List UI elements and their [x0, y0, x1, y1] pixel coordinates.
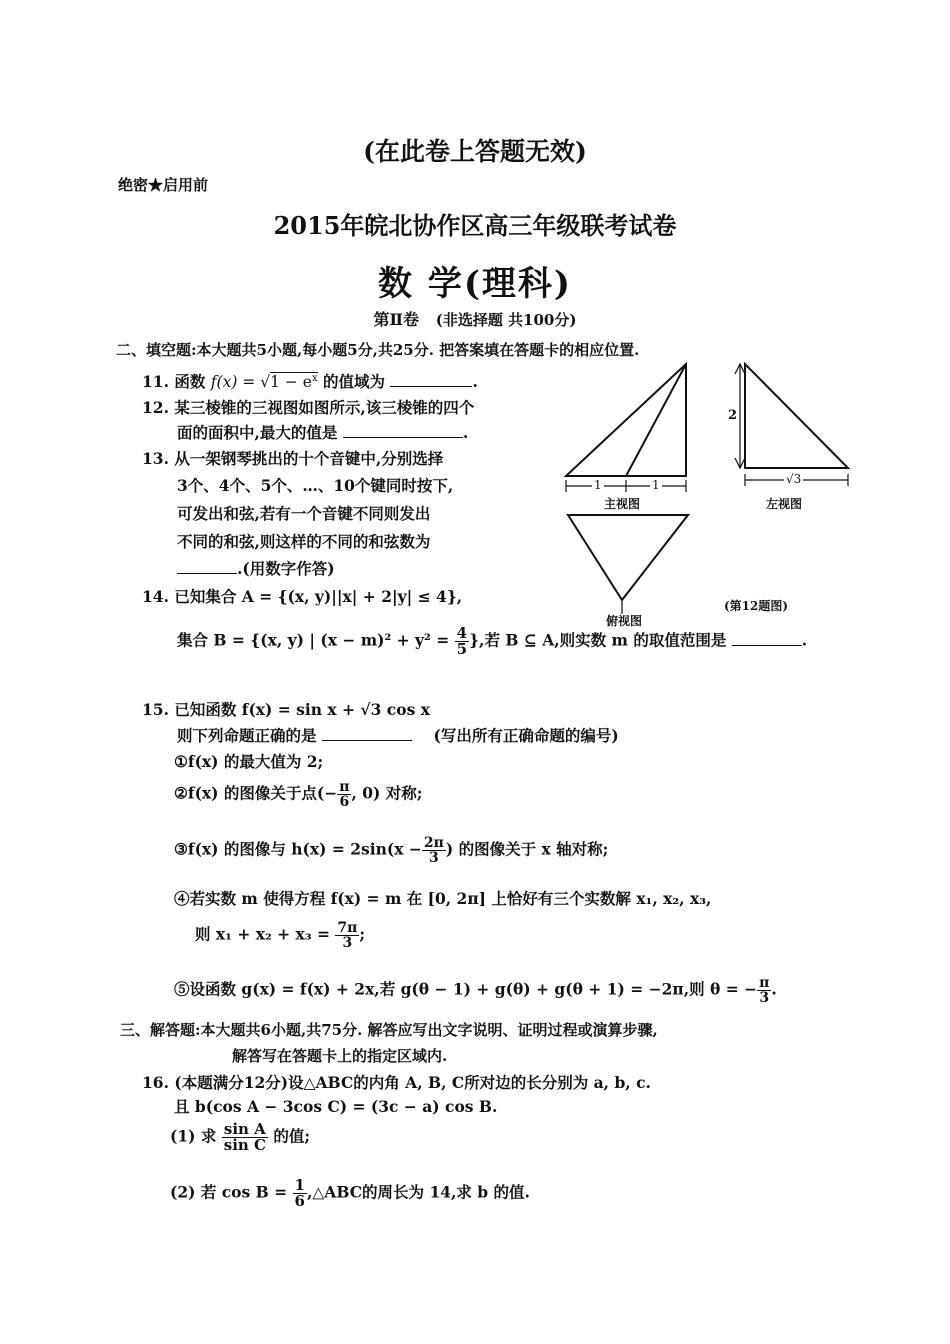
q15-item-4b-frac-num: 7π	[337, 920, 358, 936]
section2-heading: 二、填空题:本大题共5小题,每小题5分,共25分. 把答案填在答题卡的相应位置.	[116, 341, 640, 359]
q15-line1: 已知函数 f(x) = sin x + √3 cos x	[174, 700, 430, 719]
q13-line5: .(用数字作答)	[237, 559, 335, 578]
q16-part2-prefix: (2) 若 cos B =	[170, 1182, 288, 1202]
q15-line2: 则下列命题正确的是	[177, 726, 317, 745]
side-dim-label-2: 2	[728, 408, 738, 423]
front-dim-label-2: 1	[652, 478, 660, 492]
q16-number: 16.	[142, 1073, 169, 1092]
q15-item-5-frac-den: 3	[759, 990, 770, 1006]
q16-part2-suffix: ,△ABC的周长为 14,求 b 的值.	[306, 1182, 530, 1202]
q14-line2-suffix: },若 B ⊆ A,则实数 m 的取值范围是	[469, 630, 727, 650]
question-14-line2: 集合 B = {(x, y) | (x − m)² + y² = $\frac{4}{5}$ },若 B ⊆ A,则实数 m 的取值范围是 .	[177, 624, 808, 658]
q16-line2: 且 b(cos A − 3cos C) = (3c − a) cos B.	[174, 1097, 498, 1116]
q16-part1-prefix: (1) 求	[170, 1126, 217, 1146]
q16-part1-den: sin C	[223, 1136, 266, 1154]
q14-line1: 已知集合 A = {(x, y)||x| + 2|y| ≤ 4},	[174, 587, 463, 606]
top-view-triangle	[568, 515, 688, 600]
q15-item-1: ①f(x) 的最大值为 2;	[174, 752, 324, 771]
exam-title: 2015年皖北协作区高三年级联考试卷	[273, 211, 677, 240]
q12-number: 12.	[142, 398, 169, 417]
q15-item-4b-frac-den: 3	[342, 935, 353, 951]
q13-line4: 不同的和弦,则这样的不同的和弦数为	[177, 532, 431, 551]
q16-part2-den: 6	[294, 1192, 305, 1210]
q13-line2: 3个、4个、5个、…、10个键同时按下,	[177, 476, 454, 495]
q15-item-4b-text: 则 x₁ + x₂ + x₃ =	[195, 924, 330, 944]
q15-item-5-suffix: .	[771, 979, 777, 999]
q15-item-4: ④若实数 m 使得方程 f(x) = m 在 [0, 2π] 上恰好有三个实数解 x₁, x₂, x₃,	[174, 889, 712, 908]
confidential-label: 绝密★启用前	[118, 176, 209, 194]
q11-number: 11.	[142, 372, 169, 391]
q16-part2-num: 1	[294, 1176, 305, 1194]
q15-item-2-frac-den: 6	[339, 794, 350, 810]
q11-radicand-text: 1 − e	[270, 373, 312, 391]
question-11: 11. 函数 $f(x) = √1 - e^x$ 的值域为 .	[142, 372, 478, 391]
q14-frac-num: 4	[456, 624, 468, 642]
q11-suffix: 的值域为	[323, 372, 386, 391]
front-dim-label-1: 1	[594, 478, 602, 492]
question-12-line2: 面的面积中,最大的值是 .	[177, 423, 469, 442]
section3-heading: 三、解答题:本大题共6小题,共75分. 解答应写出文字说明、证明过程或演算步骤,	[120, 1021, 658, 1039]
q15-item-2-frac-num: π	[339, 779, 350, 795]
q15-item-2-text: ②f(x) 的图像关于点(−	[174, 783, 338, 803]
front-view-triangle	[566, 364, 686, 476]
part-note: (非选择题 共100分)	[435, 311, 577, 329]
top-view-label: 俯视图	[606, 614, 643, 628]
figure-caption: (第12题图)	[724, 599, 789, 613]
q11-exponent: x	[311, 372, 318, 384]
side-dim-label-sqrt3: √3	[786, 472, 802, 486]
front-view-inner-line	[626, 364, 686, 476]
q14-frac-den: 5	[456, 640, 468, 658]
q11-prefix: 函数	[174, 372, 206, 391]
q15-note: (写出所有正确命题的编号)	[433, 726, 619, 745]
q15-item-4b-suffix: ;	[359, 924, 366, 944]
q16-line1: (本题满分12分)设△ABC的内角 A, B, C所对边的长分别为 a, b, c.	[174, 1073, 651, 1092]
q13-line3: 可发出和弦,若有一个音键不同则发出	[177, 504, 431, 523]
q15-item-3-frac-den: 3	[428, 850, 439, 866]
q13-line1: 从一架钢琴挑出的十个音键中,分别选择	[174, 449, 444, 468]
q15-item-3-text: ③f(x) 的图像与 h(x) = 2sin(x −	[174, 839, 422, 859]
q14-line2-prefix: 集合 B = {(x, y) | (x − m)² + y² =	[177, 630, 450, 650]
part-label: 第Ⅱ卷	[373, 310, 420, 329]
subject-title: 数 学(理科)	[377, 264, 572, 304]
no-answer-warning: (在此卷上答题无效)	[363, 137, 587, 166]
q15-item-3-frac-num: 2π	[423, 835, 444, 851]
q16-part1-num: sin A	[222, 1122, 268, 1138]
q15-item-5-frac-num: π	[759, 975, 770, 991]
q12-line2: 面的面积中,最大的值是	[177, 423, 338, 442]
q13-number: 13.	[142, 449, 169, 468]
q15-number: 15.	[142, 700, 169, 719]
side-view-triangle	[745, 364, 848, 468]
q12-line1: 某三棱锥的三视图如图所示,该三棱锥的四个	[174, 398, 475, 417]
q15-item-2-suffix: , 0) 对称;	[351, 783, 423, 803]
q15-item-3-suffix: ) 的图像关于 x 轴对称;	[445, 839, 609, 859]
q14-number: 14.	[142, 587, 169, 606]
front-view-label: 主视图	[604, 497, 641, 511]
side-view-label: 左视图	[766, 497, 803, 511]
section3-heading2: 解答写在答题卡上的指定区域内.	[232, 1047, 448, 1065]
q11-func: f(x) = √	[210, 373, 271, 391]
q16-part1-suffix: 的值;	[273, 1126, 311, 1146]
q15-item-5-text: ⑤设函数 g(x) = f(x) + 2x,若 g(θ − 1) + g(θ) + g(θ + 1) = −2π,则 θ = −	[174, 979, 758, 999]
